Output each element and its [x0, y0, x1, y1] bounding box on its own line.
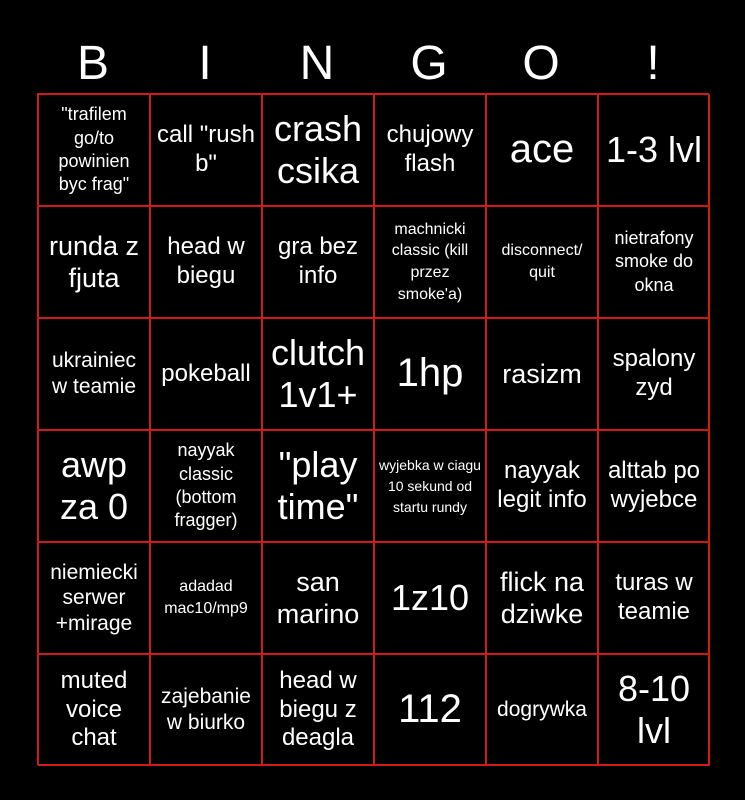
bingo-header	[37, 34, 709, 94]
bingo-cell-r4-c0[interactable]: niemiecki serwer +mirage	[38, 542, 150, 654]
bingo-cell-r5-c1[interactable]: zajebanie w biurko	[150, 654, 262, 766]
header-letter-b: B	[76, 37, 109, 90]
bingo-cell-r5-c2[interactable]: head w biegu z deagla	[262, 654, 374, 766]
bingo-cell-r2-c1[interactable]: pokeball	[150, 318, 262, 430]
bingo-cell-r2-c4[interactable]: rasizm	[486, 318, 598, 430]
bingo-cell-r1-c2[interactable]: gra bez info	[262, 206, 374, 318]
bingo-cell-r0-c4[interactable]: ace	[486, 94, 598, 206]
bingo-cell-r0-c0[interactable]: "trafilem go/to powinien byc frag"	[38, 94, 150, 206]
bingo-board	[37, 93, 709, 765]
bingo-cell-r1-c5[interactable]: nietrafony smoke do okna	[598, 206, 710, 318]
bingo-cell-r3-c5[interactable]: alttab po wyjebce	[598, 430, 710, 542]
header-letter-i: I	[198, 37, 212, 90]
header-letter-g: G	[410, 37, 448, 90]
bingo-cell-r4-c4[interactable]: flick na dziwke	[486, 542, 598, 654]
header-letter-exclamation: !	[646, 37, 660, 90]
bingo-cell-r0-c2[interactable]: crash csika	[262, 94, 374, 206]
bingo-cell-r5-c3[interactable]: 112	[374, 654, 486, 766]
bingo-cell-r4-c2[interactable]: san marino	[262, 542, 374, 654]
bingo-cell-r5-c5[interactable]: 8-10 lvl	[598, 654, 710, 766]
bingo-cell-r1-c1[interactable]: head w biegu	[150, 206, 262, 318]
bingo-cell-r0-c5[interactable]: 1-3 lvl	[598, 94, 710, 206]
bingo-cell-r3-c3[interactable]: wyjebka w ciagu 10 sekund od startu rundy	[374, 430, 486, 542]
header-letter-o: O	[522, 37, 560, 90]
header-letter-n: N	[299, 37, 335, 90]
bingo-cell-r4-c5[interactable]: turas w teamie	[598, 542, 710, 654]
bingo-cell-r3-c1[interactable]: nayyak classic (bottom fragger)	[150, 430, 262, 542]
bingo-cell-r3-c2[interactable]: "play time"	[262, 430, 374, 542]
bingo-cell-r2-c2[interactable]: clutch 1v1+	[262, 318, 374, 430]
bingo-cell-r1-c4[interactable]: disconnect/ quit	[486, 206, 598, 318]
bingo-cell-r0-c1[interactable]: call "rush b"	[150, 94, 262, 206]
bingo-cell-r2-c0[interactable]: ukrainiec w teamie	[38, 318, 150, 430]
bingo-cell-r3-c4[interactable]: nayyak legit info	[486, 430, 598, 542]
bingo-cell-r3-c0[interactable]: awp za 0	[38, 430, 150, 542]
bingo-cell-r4-c3[interactable]: 1z10	[374, 542, 486, 654]
bingo-cell-r4-c1[interactable]: adadad mac10/mp9	[150, 542, 262, 654]
bingo-cell-r0-c3[interactable]: chujowy flash	[374, 94, 486, 206]
bingo-cell-r2-c5[interactable]: spalony zyd	[598, 318, 710, 430]
bingo-cell-r5-c0[interactable]: muted voice chat	[38, 654, 150, 766]
bingo-cell-r1-c0[interactable]: runda z fjuta	[38, 206, 150, 318]
bingo-cell-r1-c3[interactable]: machnicki classic (kill przez smoke'a)	[374, 206, 486, 318]
bingo-cell-r5-c4[interactable]: dogrywka	[486, 654, 598, 766]
bingo-cell-r2-c3[interactable]: 1hp	[374, 318, 486, 430]
